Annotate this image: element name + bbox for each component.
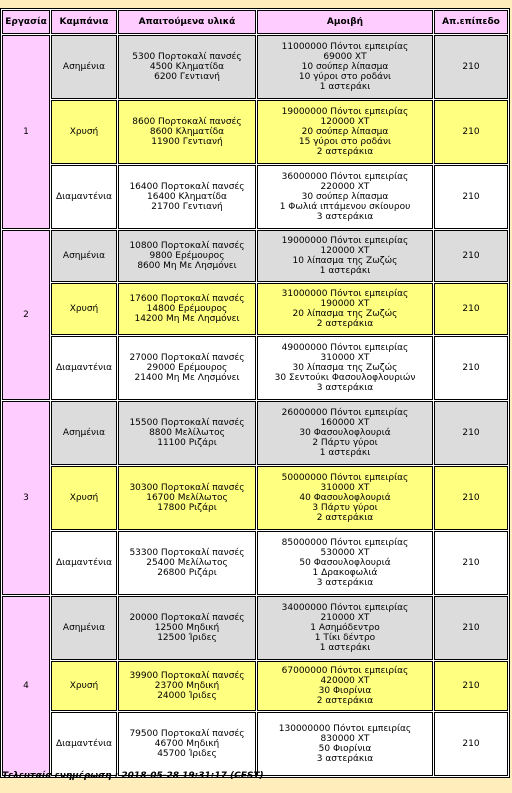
table-row <box>2 283 508 335</box>
materials-cell <box>118 165 256 229</box>
reward-cell <box>257 283 433 335</box>
materials-cell <box>118 712 256 776</box>
materials-cell <box>118 336 256 400</box>
table-body <box>2 35 508 776</box>
materials-cell <box>118 230 256 282</box>
materials-cell-line: 12500 Μηδική <box>154 623 220 633</box>
table-row <box>2 165 508 229</box>
reward-cell <box>257 165 433 229</box>
campaign-name: Ασημένια <box>51 230 117 282</box>
header-task: Εργασία <box>2 10 50 34</box>
reward-cell-line: 67000000 Πόντοι εμπειρίας <box>281 666 409 676</box>
materials-cell-line: 9800 Ερέμουρος <box>149 251 225 261</box>
reward-cell-line: 1 αστεράκι <box>319 266 371 276</box>
reward-cell-line: 1 Φωλιά ιπτάμενου σκίουρου <box>279 202 411 212</box>
campaign-name: Διαμαντένια <box>51 165 117 229</box>
reward-cell-line: 50000000 Πόντοι εμπειρίας <box>281 473 409 483</box>
materials-cell-line: 26800 Ριζάρι <box>157 568 217 578</box>
campaign-name: Χρυσή <box>51 466 117 530</box>
reward-cell-line: 3 Πάρτυ γύροι <box>312 503 378 513</box>
reward-cell-line: 2 αστεράκια <box>316 147 374 157</box>
table-row <box>2 230 508 282</box>
materials-cell-line: 17600 Πορτοκαλί πανσές <box>129 294 245 304</box>
reward-cell <box>257 661 433 711</box>
reward-cell-line: 20 σούπερ λίπασμα <box>301 127 389 137</box>
reward-cell-line: 36000000 Πόντοι εμπειρίας <box>281 172 409 182</box>
materials-cell-line: 12500 Ίριδες <box>157 633 217 643</box>
reward-cell-line: 30 Φασουλοφλουριά <box>299 428 391 438</box>
header-materials: Απαιτούμενα υλικά <box>118 10 256 34</box>
materials-cell-line: 17800 Ριζάρι <box>157 503 217 513</box>
reward-cell-line: 130000000 Πόντοι εμπειρίας <box>278 724 412 734</box>
header-campaign: Καμπάνια <box>51 10 117 34</box>
level-cell: 210 <box>434 661 508 711</box>
materials-cell-line: 27000 Πορτοκαλί πανσές <box>129 353 245 363</box>
reward-cell <box>257 712 433 776</box>
reward-cell-line: 310000 ΧΤ <box>320 353 370 363</box>
materials-cell <box>118 531 256 595</box>
materials-cell-line: 21700 Γεντιανή <box>151 202 223 212</box>
materials-cell-line: 25400 Μελίλωτος <box>146 558 228 568</box>
reward-cell-line: 160000 ΧΤ <box>320 418 370 428</box>
level-cell: 210 <box>434 283 508 335</box>
header-row <box>2 10 508 34</box>
materials-cell <box>118 466 256 530</box>
campaign-name: Ασημένια <box>51 401 117 465</box>
reward-cell-line: 30 σούπερ λίπασμα <box>301 192 389 202</box>
campaign-name: Διαμαντένια <box>51 336 117 400</box>
reward-cell-line: 30 Φιορίνια <box>318 686 372 696</box>
materials-cell-line: 29000 Ερέμουρος <box>146 363 228 373</box>
reward-cell-line: 10 λίπασμα της Ζωζώς <box>292 256 398 266</box>
level-cell: 210 <box>434 466 508 530</box>
reward-cell-line: 69000 ΧΤ <box>323 52 367 62</box>
campaign-name: Χρυσή <box>51 100 117 164</box>
reward-cell-line: 210000 ΧΤ <box>320 613 370 623</box>
table-row <box>2 35 508 99</box>
reward-cell-line: 31000000 Πόντοι εμπειρίας <box>281 289 409 299</box>
materials-cell-line: 30300 Πορτοκαλί πανσές <box>129 483 245 493</box>
campaign-table <box>0 8 510 778</box>
reward-cell-line: 3 αστεράκια <box>316 754 374 764</box>
header-reward: Αμοιβή <box>257 10 433 34</box>
level-cell: 210 <box>434 35 508 99</box>
reward-cell-line: 220000 ΧΤ <box>320 182 370 192</box>
materials-cell-line: 11100 Ριζάρι <box>157 438 217 448</box>
task-number: 2 <box>2 230 50 400</box>
reward-cell-line: 10 σούπερ λίπασμα <box>301 62 389 72</box>
table-row <box>2 466 508 530</box>
reward-cell-line: 85000000 Πόντοι εμπειρίας <box>281 538 409 548</box>
table-row <box>2 401 508 465</box>
reward-cell <box>257 35 433 99</box>
materials-cell-line: 46700 Μηδική <box>154 739 220 749</box>
materials-cell-line: 53300 Πορτοκαλί πανσές <box>129 548 245 558</box>
reward-cell-line: 1 αστεράκι <box>319 643 371 653</box>
materials-cell-line: 16400 Πορτοκαλί πανσές <box>129 182 245 192</box>
reward-cell-line: 3 αστεράκια <box>316 212 374 222</box>
level-cell: 210 <box>434 712 508 776</box>
last-updated-footer: Τελευταία ενημέρωση : 2018-05-28 19:31:17 (CEST) <box>2 771 264 781</box>
materials-cell-line: 16700 Μελίλωτος <box>146 493 228 503</box>
reward-cell-line: 530000 ΧΤ <box>320 548 370 558</box>
task-number: 1 <box>2 35 50 229</box>
materials-cell-line: 14800 Ερέμουρος <box>146 304 228 314</box>
materials-cell-line: 8800 Μελίλωτος <box>149 428 225 438</box>
reward-cell <box>257 531 433 595</box>
reward-cell-line: 830000 ΧΤ <box>320 734 370 744</box>
reward-cell-line: 2 αστεράκια <box>316 696 374 706</box>
reward-cell-line: 19000000 Πόντοι εμπειρίας <box>281 236 409 246</box>
materials-cell <box>118 596 256 660</box>
reward-cell-line: 50 Φασουλοφλουριά <box>299 558 391 568</box>
materials-cell-line: 39900 Πορτοκαλί πανσές <box>129 671 245 681</box>
table-row <box>2 661 508 711</box>
reward-cell-line: 11000000 Πόντοι εμπειρίας <box>281 42 409 52</box>
materials-cell-line: 6200 Γεντιανή <box>154 72 220 82</box>
reward-cell-line: 190000 ΧΤ <box>320 299 370 309</box>
reward-cell-line: 2 αστεράκια <box>316 513 374 523</box>
table-row <box>2 100 508 164</box>
materials-cell-line: 4500 Κληματίδα <box>149 62 225 72</box>
level-cell: 210 <box>434 230 508 282</box>
level-cell: 210 <box>434 100 508 164</box>
campaign-name: Χρυσή <box>51 283 117 335</box>
reward-cell-line: 1 Τίκι δέντρο <box>314 633 376 643</box>
reward-cell-line: 49000000 Πόντοι εμπειρίας <box>281 343 409 353</box>
materials-cell-line: 8600 Μη Με Λησμόνει <box>137 261 237 271</box>
reward-cell-line: 2 Πάρτυ γύροι <box>312 438 378 448</box>
materials-cell-line: 10800 Πορτοκαλί πανσές <box>129 241 245 251</box>
level-cell: 210 <box>434 165 508 229</box>
reward-cell-line: 20 λίπασμα της Ζωζώς <box>292 309 398 319</box>
reward-cell <box>257 230 433 282</box>
materials-cell <box>118 661 256 711</box>
reward-cell-line: 30 λίπασμα της Ζωζώς <box>292 363 398 373</box>
reward-cell-line: 30 Σεντούκι Φασουλοφλουριών <box>274 373 416 383</box>
materials-cell <box>118 35 256 99</box>
table-row <box>2 596 508 660</box>
reward-cell <box>257 336 433 400</box>
reward-cell <box>257 466 433 530</box>
reward-cell-line: 3 αστεράκια <box>316 578 374 588</box>
table-row <box>2 531 508 595</box>
materials-cell <box>118 401 256 465</box>
reward-cell-line: 1 αστεράκι <box>319 448 371 458</box>
reward-cell <box>257 401 433 465</box>
reward-cell-line: 120000 ΧΤ <box>320 246 370 256</box>
task-number: 3 <box>2 401 50 595</box>
reward-cell-line: 2 αστεράκια <box>316 319 374 329</box>
reward-cell-line: 3 αστεράκια <box>316 383 374 393</box>
materials-cell-line: 79500 Πορτοκαλί πανσές <box>129 729 245 739</box>
materials-cell-line: 21400 Μη Με Λησμόνει <box>134 373 240 383</box>
materials-cell-line: 8600 Κληματίδα <box>149 127 225 137</box>
materials-cell-line: 20000 Πορτοκαλί πανσές <box>129 613 245 623</box>
materials-cell-line: 15500 Πορτοκαλί πανσές <box>129 418 245 428</box>
reward-cell-line: 120000 ΧΤ <box>320 117 370 127</box>
materials-cell-line: 14200 Μη Με Λησμόνει <box>134 314 240 324</box>
reward-cell-line: 10 γύροι στο ροδάνι <box>298 72 392 82</box>
materials-cell-line: 45700 Ίριδες <box>157 749 217 759</box>
campaign-name: Χρυσή <box>51 661 117 711</box>
reward-cell-line: 420000 ΧΤ <box>320 676 370 686</box>
table-row <box>2 712 508 776</box>
reward-cell <box>257 596 433 660</box>
level-cell: 210 <box>434 596 508 660</box>
level-cell: 210 <box>434 531 508 595</box>
materials-cell-line: 16400 Κληματίδα <box>147 192 227 202</box>
reward-cell-line: 50 Φιορίνια <box>318 744 372 754</box>
level-cell: 210 <box>434 336 508 400</box>
materials-cell-line: 24000 Ίριδες <box>157 691 217 701</box>
materials-cell-line: 23700 Μηδική <box>154 681 220 691</box>
task-number: 4 <box>2 596 50 776</box>
materials-cell <box>118 100 256 164</box>
level-cell: 210 <box>434 401 508 465</box>
reward-cell-line: 310000 ΧΤ <box>320 483 370 493</box>
table-row <box>2 336 508 400</box>
materials-cell-line: 11900 Γεντιανή <box>151 137 223 147</box>
reward-cell <box>257 100 433 164</box>
materials-cell-line: 8600 Πορτοκαλί πανσές <box>132 117 242 127</box>
materials-cell-line: 5300 Πορτοκαλί πανσές <box>132 52 242 62</box>
reward-cell-line: 19000000 Πόντοι εμπειρίας <box>281 107 409 117</box>
materials-cell <box>118 283 256 335</box>
header-level: Απ.επίπεδο <box>434 10 508 34</box>
campaign-name: Ασημένια <box>51 35 117 99</box>
reward-cell-line: 1 αστεράκι <box>319 82 371 92</box>
reward-cell-line: 1 Δρακοφωλιά <box>312 568 378 578</box>
reward-cell-line: 15 γύροι στο ροδάνι <box>298 137 392 147</box>
campaign-name: Διαμαντένια <box>51 531 117 595</box>
reward-cell-line: 26000000 Πόντοι εμπειρίας <box>281 408 409 418</box>
campaign-name: Ασημένια <box>51 596 117 660</box>
campaign-name: Διαμαντένια <box>51 712 117 776</box>
reward-cell-line: 40 Φασουλοφλουριά <box>299 493 391 503</box>
reward-cell-line: 1 Ασημόδεντρο <box>310 623 380 633</box>
reward-cell-line: 34000000 Πόντοι εμπειρίας <box>281 603 409 613</box>
